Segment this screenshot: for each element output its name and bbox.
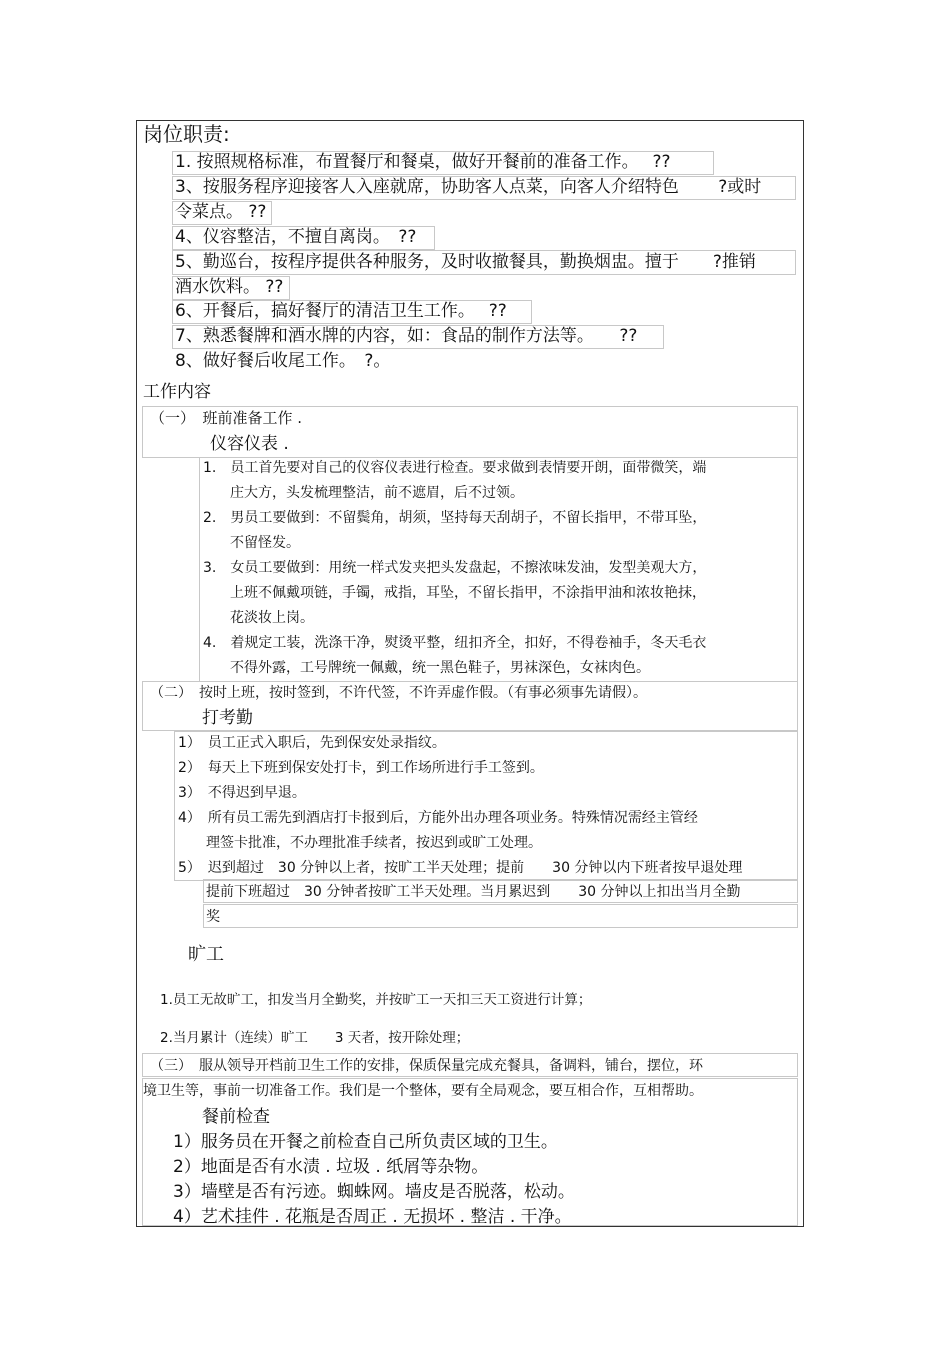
- absence-line: 1.员工无故旷工，扣发当月全勤奖，并按旷工一天扣三天工资进行计算；: [160, 992, 592, 1008]
- absence-line: 2.当月累计（连续）旷工 3 天者，按开除处理；: [160, 1030, 470, 1046]
- absence-heading: 旷工: [188, 944, 224, 965]
- check-item: 4）艺术挂件 . 花瓶是否周正 . 无损坏 . 整洁 . 干净。: [173, 1207, 572, 1227]
- section-1-line: 4. 着规定工装，洗涤干净，熨烫平整，纽扣齐全，扣好，不得卷袖手，冬天毛衣: [203, 635, 707, 651]
- section-1-sub: 仪容仪表 .: [210, 434, 289, 454]
- section-2-line: 理签卡批准，不办理批准手续者，按迟到或旷工处理。: [206, 835, 542, 851]
- duty-item: 1. 按照规格标准，布置餐厅和餐桌，做好开餐前的准备工作。 ??: [175, 152, 671, 172]
- check-item: 2）地面是否有水渍 . 垃圾 . 纸屑等杂物。: [173, 1157, 489, 1177]
- section-1-line: 不留怪发。: [230, 535, 300, 551]
- section-2-line: 4） 所有员工需先到酒店打卡报到后，方能外出办理各项业务。特殊情况需经主管经: [178, 810, 698, 826]
- section-1-label: （一） 班前准备工作 .: [150, 409, 303, 427]
- section-2-sub: 打考勤: [202, 708, 253, 728]
- duty-item: 4、仪容整洁，不擅自离岗。 ??: [175, 227, 417, 247]
- section-box: [174, 731, 798, 881]
- duty-item: 8、做好餐后收尾工作。 ?。: [175, 351, 391, 371]
- section-2-line: 5） 迟到超过 30 分钟以上者，按旷工半天处理；提前 30 分钟以内下班者按早退处理: [178, 860, 743, 876]
- line-box: [142, 1078, 798, 1226]
- duty-item: 7、熟悉餐牌和酒水牌的内容，如：食品的制作方法等。 ??: [175, 326, 638, 346]
- duty-item: 6、开餐后，搞好餐厅的清洁卫生工作。 ??: [175, 301, 507, 321]
- section-3-line: （三） 服从领导开档前卫生工作的安排，保质保量完成充餐具，备调料，铺台，摆位，环: [150, 1058, 703, 1074]
- line-box: [203, 904, 798, 928]
- section-3-sub: 餐前检查: [202, 1107, 270, 1127]
- duty-item: 5、勤巡台，按程序提供各种服务，及时收撤餐具，勤换烟盅。擅于 ?推销: [175, 252, 756, 272]
- section-1-line: 庄大方，头发梳理整洁，前不遮眉，后不过领。: [230, 485, 524, 501]
- section-1-line: 2. 男员工要做到：不留鬓角，胡须，坚持每天刮胡子，不留长指甲，不带耳坠，: [203, 510, 707, 526]
- duty-item: 3、按服务程序迎接客人入座就席，协助客人点菜，向客人介绍特色 ?或时: [175, 177, 762, 197]
- section-1-line: 花淡妆上岗。: [230, 610, 314, 626]
- section-1-line: 上班不佩戴项链，手镯，戒指，耳坠，不留长指甲，不涂指甲油和浓妆艳抹，: [230, 585, 706, 601]
- section-2-line: 3） 不得迟到早退。: [178, 785, 306, 801]
- section-2-line: 提前下班超过 30 分钟者按旷工半天处理。当月累迟到 30 分钟以上扣出当月全勤: [206, 884, 741, 900]
- section-1-line: 不得外露，工号牌统一佩戴，统一黑色鞋子，男袜深色，女袜肉色。: [230, 660, 650, 676]
- section-2-line: 1） 员工正式入职后，先到保安处录指纹。: [178, 735, 446, 751]
- check-item: 3）墙壁是否有污迹。蜘蛛网。墙皮是否脱落，松动。: [173, 1182, 575, 1202]
- section-2-line: 奖: [206, 909, 220, 925]
- section-3-line: 境卫生等，事前一切准备工作。我们是一个整体，要有全局观念，要互相合作，互相帮助。: [143, 1083, 703, 1099]
- section-1-line: 1. 员工首先要对自己的仪容仪表进行检查。要求做到表情要开朗，面带微笑，端: [203, 460, 707, 476]
- check-item: 1）服务员在开餐之前检查自己所负责区域的卫生。: [173, 1132, 558, 1152]
- section-1-line: 3. 女员工要做到：用统一样式发夹把头发盘起，不擦浓味发油，发型美观大方，: [203, 560, 707, 576]
- duty-item: 酒水饮料。 ??: [175, 277, 284, 297]
- duties-heading: 岗位职责:: [143, 122, 230, 146]
- duty-item: 令菜点。 ??: [175, 202, 267, 222]
- work-heading: 工作内容: [143, 382, 211, 402]
- section-2-label: （二） 按时上班，按时签到，不许代签，不许弄虚作假。（有事必须事先请假）。: [150, 685, 647, 701]
- section-2-line: 2） 每天上下班到保安处打卡，到工作场所进行手工签到。: [178, 760, 544, 776]
